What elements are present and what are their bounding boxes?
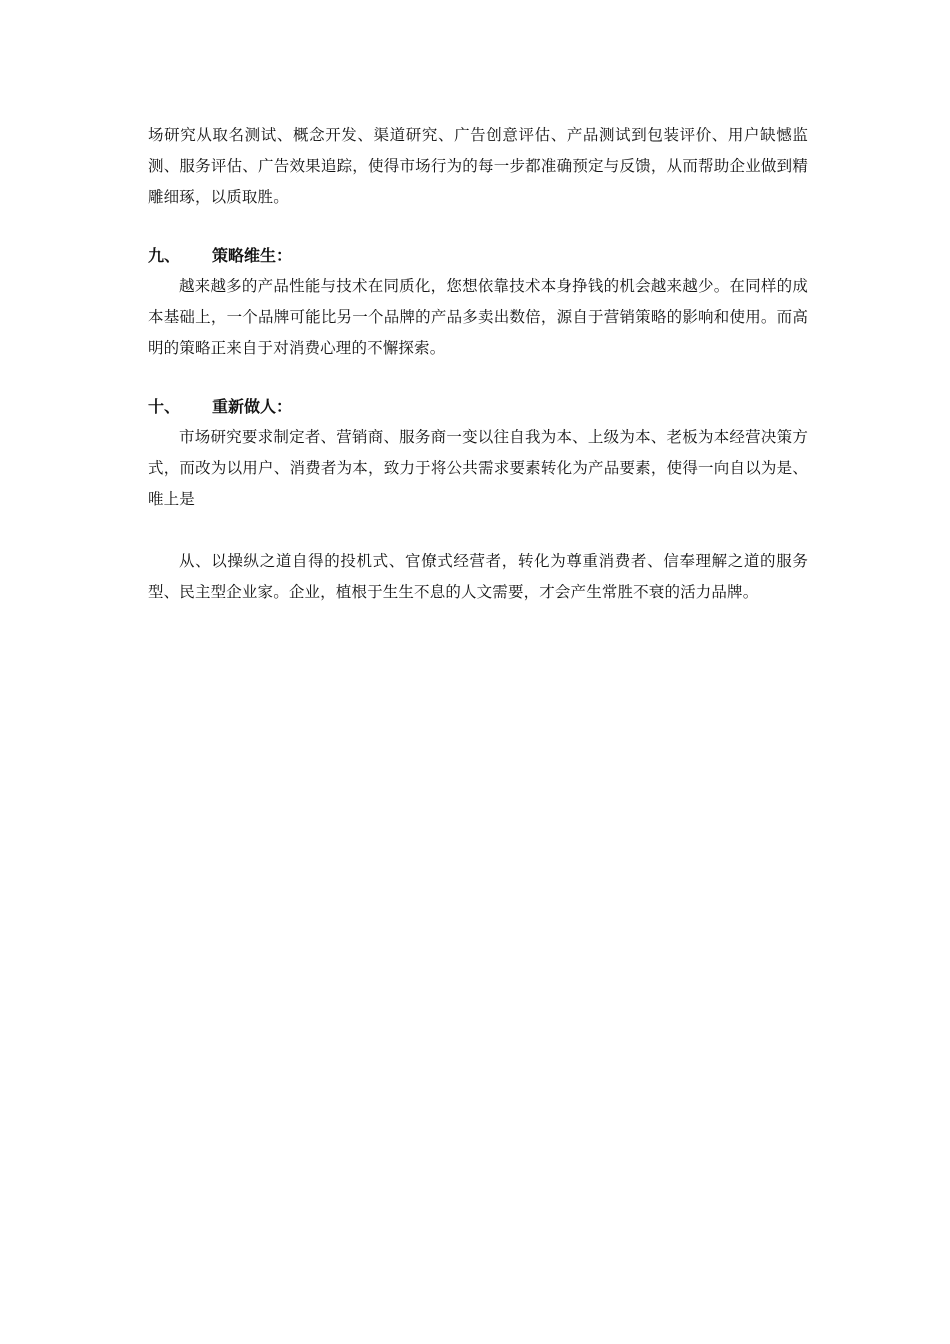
section-10-paragraph-2: 从、以操纵之道自得的投机式、官僚式经营者，转化为尊重消费者、信奉理解之道的服务型、民主型企业家。企业，植根于生生不息的人文需要，才会产生常胜不衰的活力品牌。 [148,552,808,601]
section-10-title: 重新做人： [212,397,293,416]
section-9-title: 策略维生： [212,246,293,265]
section-10-paragraph-1: 市场研究要求制定者、营销商、服务商一变以往自我为本、上级为本、老板为本经营决策方式，而改为以用户、消费者为本，致力于将公共需求要素转化为产品要素，使得一向自以为是、唯上是 [148,428,808,508]
section-9-paragraph: 越来越多的产品性能与技术在同质化，您想依靠技术本身挣钱的机会越来越少。在同样的成本基础上，一个品牌可能比另一个品牌的产品多卖出数倍，源自于营销策略的影响和使用。而高明的策略正来自于对消费心理的不懈探索。 [148,277,808,357]
section-9-number: 九、 [148,246,181,265]
intro-paragraph: 场研究从取名测试、概念开发、渠道研究、广告创意评估、产品测试到包装评价、用户缺憾监测、服务评估、广告效果追踪，使得市场行为的每一步都准确预定与反馈，从而帮助企业做到精雕细琢，以质取胜。 [148,126,808,206]
document-page [148,120,808,608]
spacer [148,364,808,391]
spacer [148,515,808,546]
section-9-heading [148,240,808,271]
spacer [148,213,808,240]
section-10-heading [148,391,808,422]
section-10-number: 十、 [148,397,181,416]
